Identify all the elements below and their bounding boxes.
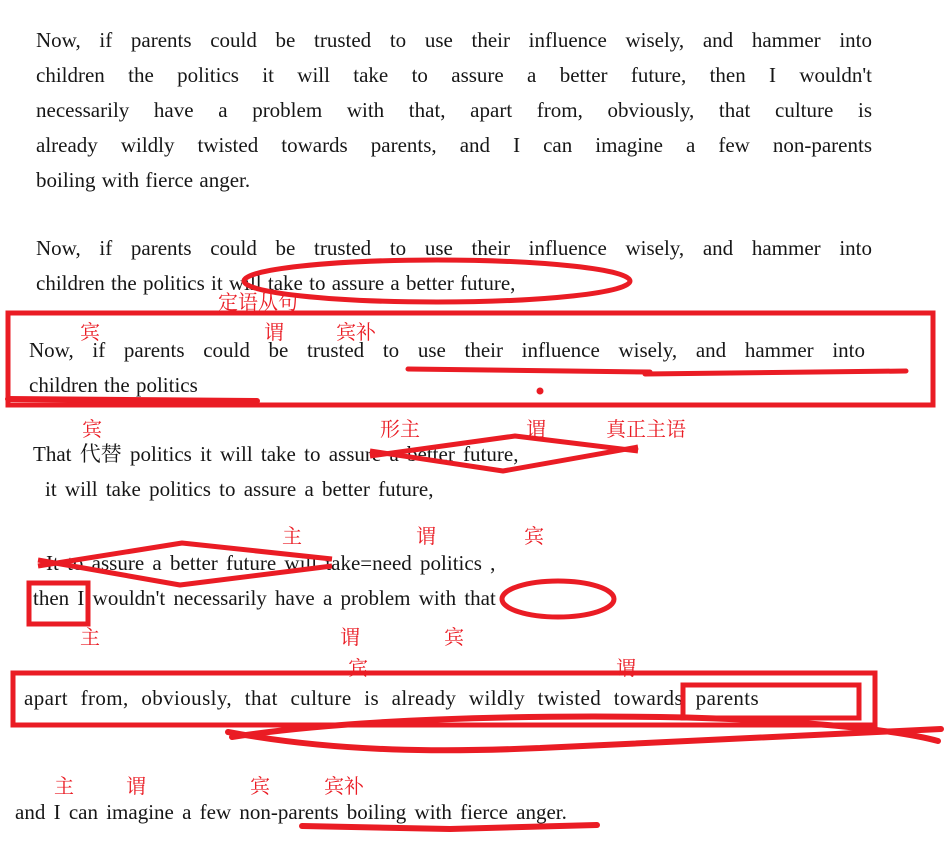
row6-label-object-complement: 宾补 [324,776,364,798]
row2-label-object: 宾 [82,419,102,441]
text-line: Now, if parents could be trusted to use their influence wisely, and hammer into [36,28,872,52]
row3-label-subject: 主 [282,526,302,548]
row2-label-real-subject: 真正主语 [606,419,686,441]
analysis-it2-line: It to assure a better future will take=need politics , [46,551,496,575]
row4-label-subject: 主 [80,627,100,649]
text-line: children the politics it will take to assure a better future, [36,271,516,295]
analysis-last-line: and I can imagine a few non-parents boiling with fierce anger. [15,800,567,824]
text-line: boiling with fierce anger. [36,168,251,192]
row4-label-object: 宾 [444,627,464,649]
row3-label-predicate: 谓 [416,526,436,548]
analysis-that-line: That 代替 politics it will take to assure a better future, [33,442,519,466]
emphasis-swoosh-top [232,717,938,741]
text-line: already wildly twisted towards parents, and I can imagine a few non-parents [36,133,872,157]
text-line: children the politics it will take to assure a better future, then I wouldn't [36,63,872,87]
text-line: necessarily have a problem with that, apart from, obviously, that culture is [36,98,872,122]
row4-label-predicate: 谓 [340,627,360,649]
row5-label-object: 宾 [348,658,368,680]
row6-label-predicate: 谓 [126,776,146,798]
analysis-apart-line: apart from, obviously, that culture is already wildly twisted towards parents [24,686,760,710]
box1-label-predicate: 谓 [264,322,284,344]
paragraph-excerpt [36,231,872,301]
text-line: Now, if parents could be trusted to use their influence wisely, and hammer into [36,236,872,260]
row3-label-object: 宾 [524,526,544,548]
analysis-it-line: it will take politics to assure a better future, [45,477,434,501]
box1-label-object: 宾 [80,322,100,344]
analysis-then-line: then I wouldn't necessarily have a problem with that [33,586,496,610]
boxed-main-clause-text [29,333,865,403]
emphasis-swoosh-bottom [228,729,941,750]
row6-label-object: 宾 [250,776,270,798]
paragraph-original [36,23,872,198]
text-line: children the politics [29,373,198,397]
row2-label-predicate: 谓 [526,419,546,441]
label-attributive-clause: 定语从句 [218,292,298,314]
row5-label-predicate: 谓 [616,658,636,680]
row2-label-formal-subject: 形主 [380,419,420,441]
row6-label-subject: 主 [54,776,74,798]
box1-label-object-complement: 宾补 [336,322,376,344]
with-that-ellipse [502,581,614,617]
text-line: Now, if parents could be trusted to use their influence wisely, and hammer into [29,338,865,362]
